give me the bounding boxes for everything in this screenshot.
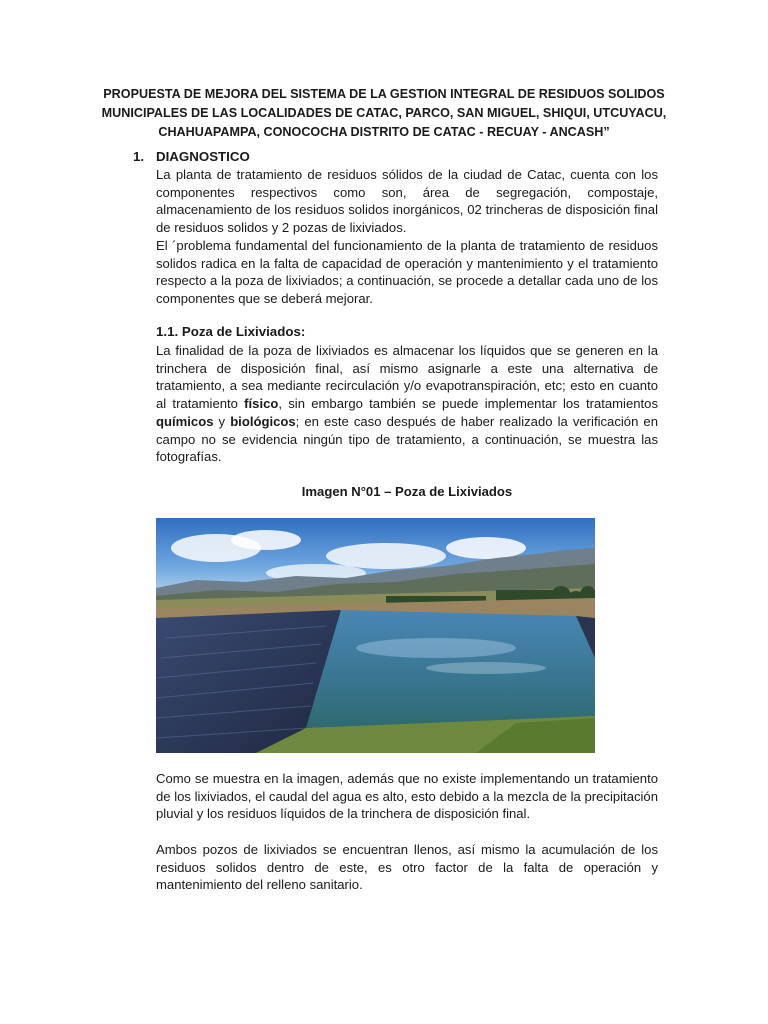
bold-term-quimicos: químicos xyxy=(156,413,214,429)
subsection-heading: 1.1. Poza de Lixiviados: xyxy=(156,324,306,339)
text-run: La finalidad de la poza de lixiviados es almacenar los líquidos que se generen en la trinchera de disposición final, así mismo asignarle a este una alternativa de tratamiento, a sea mediante recirculación y/o evapotranspiración, etc; esto en cuanto al tratamiento xyxy=(156,343,658,412)
document-title: PROPUESTA DE MEJORA DEL SISTEMA DE LA GESTION INTEGRAL DE RESIDUOS SOLIDOS MUNICIPALES DE LAS LOCALIDADES DE CATAC, PARCO, SAN MIGUEL, SHIQUI, UTCUYACU, CHAHUAPAMPA, CONOCOCHA DISTRITO DE CATAC - RECUAY - ANCASH” xyxy=(101,87,667,139)
section-heading: DIAGNOSTICO xyxy=(156,149,250,164)
paragraph-diagnostico-1: La planta de tratamiento de residuos sólidos de la ciudad de Catac, cuenta con los componentes respectivos como son, área de segregación, compostaje, almacenamiento de los residuos solidos inorgánicos, 02 trincheras de disposición final de residuos solidos y 2 pozas de lixiviados. xyxy=(156,167,658,236)
text-run: , sin embargo también se puede implementar los tratamientos xyxy=(278,396,658,412)
paragraph-after-image-2: Ambos pozos de lixiviados se encuentran llenos, así mismo la acumulación de los residuos solidos dentro de este, es otro factor de la falta de operación y mantenimiento del relleno sanitario. xyxy=(156,842,658,893)
image-caption: Imagen N°01 – Poza de Lixiviados xyxy=(301,484,513,499)
section-number: 1. xyxy=(133,149,145,164)
text-run: y xyxy=(213,413,231,429)
bold-term-biologicos: biológicos xyxy=(230,413,296,429)
paragraph-poza-lixiviados xyxy=(156,342,658,466)
bold-term-fisico: físico xyxy=(244,396,279,412)
text-run: ; en este caso después de haber realizado la verificación en campo no se evidencia ningún tipo de tratamiento, a continuación, se muestra las fotografías. xyxy=(156,413,658,465)
paragraph-after-image-1: Como se muestra en la imagen, además que no existe implementando un tratamiento de los lixiviados, el caudal del agua es alto, esto debido a la mezcla de la precipitación pluvial y los residuos líquidos de la trinchera de disposición final. xyxy=(156,771,658,822)
paragraph-diagnostico-2: El ´problema fundamental del funcionamiento de la planta de tratamiento de residuos solidos radica en la falta de capacidad de operación y mantenimiento y el tratamiento respecto a la poza de lixiviados; a continuación, se procede a detallar cada uno de los componentes que se deberá mejorar. xyxy=(156,238,658,307)
leachate-pond-photo xyxy=(156,518,595,753)
